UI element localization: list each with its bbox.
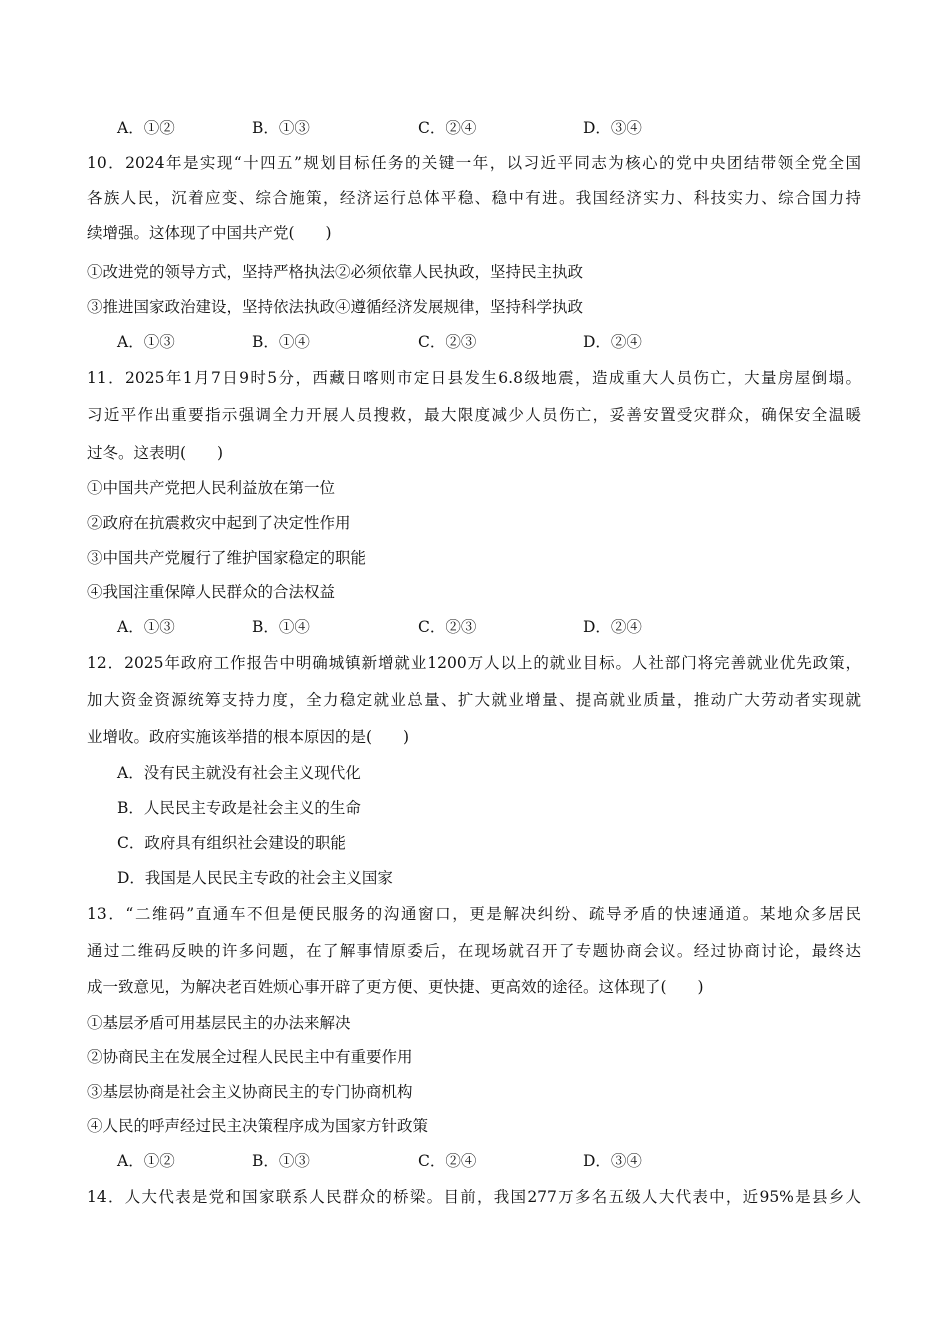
q11-stem-line: 过冬。这表明( ) [87,444,224,462]
q10-option-b: B．①④ [252,333,310,351]
q12-stem-line: 12．2025年政府工作报告中明确城镇新增就业1200万人以上的就业目标。人社部门将完善就业优先政策， [87,654,861,672]
q11-option-b: B．①④ [252,618,310,636]
q13-option-c: C．②④ [418,1152,477,1170]
q11-option-a: A．①③ [117,618,175,636]
q11-stem-line: 11．2025年1月7日9时5分，西藏日喀则市定日县发生6.8级地震，造成重大人员伤亡，大量房屋倒塌。 [87,369,861,387]
q14-stem-line: 14．人大代表是党和国家联系人民群众的桥梁。目前，我国277万多名五级人大代表中，近95%是县乡人 [87,1188,861,1206]
q10-option-c: C．②③ [418,333,477,351]
q10-statement: ①改进党的领导方式，坚持严格执法②必须依靠人民执政，坚持民主执政 [87,263,584,281]
q13-stem-line: 通过二维码反映的许多问题，在了解事情原委后，在现场就召开了专题协商会议。经过协商讨论，最终达 [87,942,861,960]
q13-statement: ①基层矛盾可用基层民主的办法来解决 [87,1014,351,1032]
q12-option-c: C．政府具有组织社会建设的职能 [117,834,346,852]
q11-option-c: C．②③ [418,618,477,636]
q11-statement: ③中国共产党履行了维护国家稳定的职能 [87,549,367,567]
q13-option-d: D．③④ [583,1152,642,1170]
q11-statement: ②政府在抗震救灾中起到了决定性作用 [87,514,351,532]
q11-stem-line: 习近平作出重要指示强调全力开展人员搜救，最大限度减少人员伤亡，妥善安置受灾群众，确保安全温暖 [87,406,861,424]
q13-statement: ②协商民主在发展全过程人民民主中有重要作用 [87,1048,413,1066]
q12-stem-line: 业增收。政府实施该举措的根本原因的是( ) [87,728,410,746]
q12-option-b: B．人民民主专政是社会主义的生命 [117,799,361,817]
q9-option-d: D．③④ [583,119,642,137]
q10-stem-line: 续增强。这体现了中国共产党( ) [87,224,332,242]
q10-option-d: D．②④ [583,333,642,351]
q13-option-a: A．①② [117,1152,175,1170]
q13-statement: ④人民的呼声经过民主决策程序成为国家方针政策 [87,1117,429,1135]
q9-option-b: B．①③ [252,119,310,137]
q11-option-d: D．②④ [583,618,642,636]
q9-option-a: A．①② [117,119,175,137]
q12-option-a: A．没有民主就没有社会主义现代化 [117,764,361,782]
q9-option-c: C．②④ [418,119,477,137]
q10-statement: ③推进国家政治建设，坚持依法执政④遵循经济发展规律，坚持科学执政 [87,298,584,316]
q13-stem-line: 13．“二维码”直通车不但是便民服务的沟通窗口，更是解决纠纷、疏导矛盾的快速通道。某地众多居民 [87,905,861,923]
q13-statement: ③基层协商是社会主义协商民主的专门协商机构 [87,1083,413,1101]
q12-stem-line: 加大资金资源统筹支持力度，全力稳定就业总量、扩大就业增量、提高就业质量，推动广大劳动者实现就 [87,691,861,709]
q10-option-a: A．①③ [117,333,175,351]
q11-statement: ①中国共产党把人民利益放在第一位 [87,479,336,497]
q12-option-d: D．我国是人民民主专政的社会主义国家 [117,869,393,887]
q10-stem-line: 10．2024年是实现“十四五”规划目标任务的关键一年，以习近平同志为核心的党中央团结带领全党全国 [87,154,861,172]
q11-statement: ④我国注重保障人民群众的合法权益 [87,583,336,601]
q13-stem-line: 成一致意见，为解决老百姓烦心事开辟了更方便、更快捷、更高效的途径。这体现了( ) [87,978,704,996]
q10-stem-line: 各族人民，沉着应变、综合施策，经济运行总体平稳、稳中有进。我国经济实力、科技实力、综合国力持 [87,189,861,207]
q13-option-b: B．①③ [252,1152,310,1170]
